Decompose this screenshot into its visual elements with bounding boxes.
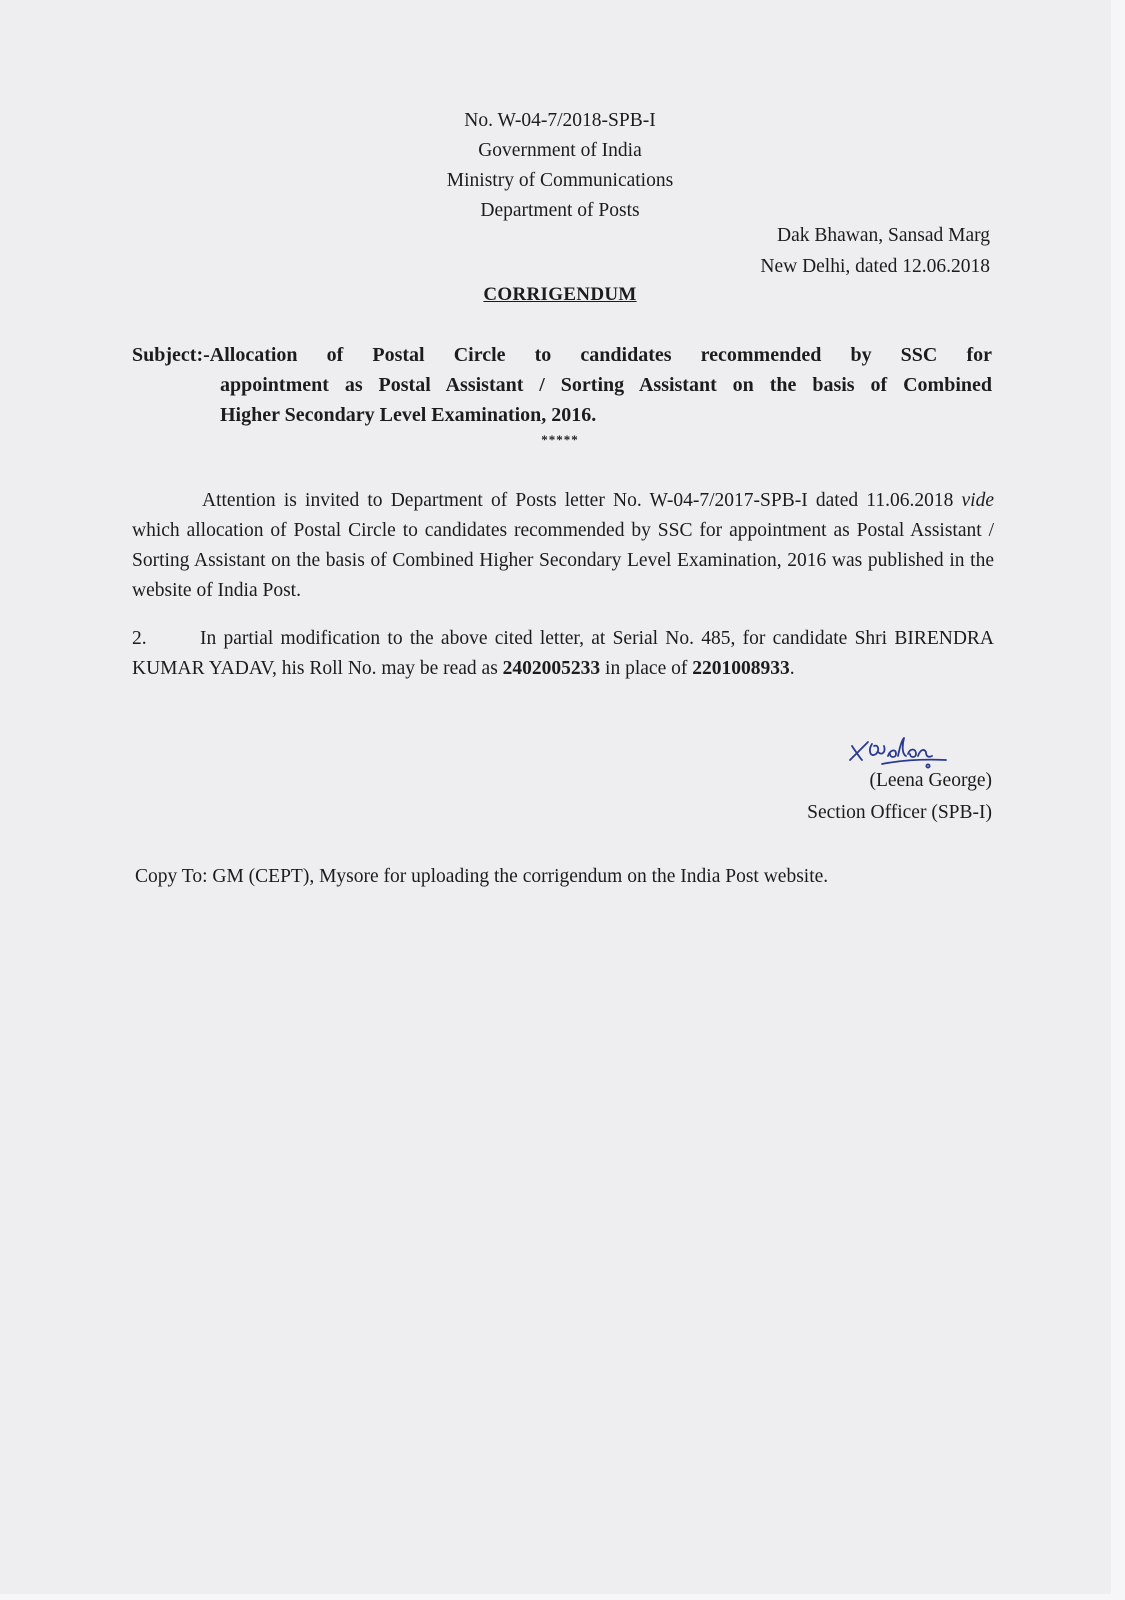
government-line: Government of India [478, 140, 642, 161]
place-and-date [680, 220, 990, 282]
letter-header [380, 106, 740, 226]
copy-to-line: Copy To: GM (CEPT), Mysore for uploading the corrigendum on the India Post website. [135, 866, 829, 887]
address-line: Dak Bhawan, Sansad Marg [776, 225, 990, 246]
page-edge-right [1111, 0, 1125, 1600]
subject-line-3: Higher Secondary Level Examination, 2016. [220, 404, 597, 426]
para1-text-end: which allocation of Postal Circle to candidates recommended by SSC for appointment as Postal Assistant / Sorting Assistant on the basis of Combined Higher Secondary Level Examination, 2016 was published in the website of India Post. [132, 520, 994, 601]
para2-text-start: In partial modification to the above cited letter, at Serial No. 485, for candidate Shri BIRENDRA KUMAR YADAV, his Roll No. may be read as [132, 628, 994, 679]
para2-text-mid: in place of [605, 658, 688, 679]
document-title: CORRIGENDUM [483, 284, 637, 305]
para2-end: . [789, 658, 795, 679]
date-line: New Delhi, dated 12.06.2018 [760, 256, 990, 277]
subject-line-1: Subject:-Allocation of Postal Circle to candidates recommended by SSC for [132, 344, 992, 366]
separator-stars: ***** [541, 432, 579, 447]
signer-name: (Leena George) [869, 770, 992, 791]
paragraph-1 [132, 486, 994, 606]
subject-line-2: appointment as Postal Assistant / Sorting Assistant on the basis of Combined [220, 374, 992, 396]
correct-roll-number: 2402005233 [502, 658, 601, 679]
para1-text-start: Attention is invited to Department of Posts letter No. W-04-7/2017-SPB-I dated 11.06.2018 [202, 490, 954, 511]
para2-number: 2. [132, 628, 147, 649]
department-line: Department of Posts [480, 200, 640, 221]
page-edge-bottom [0, 1594, 1125, 1600]
ministry-line: Ministry of Communications [446, 170, 674, 191]
paragraph-2 [132, 624, 994, 684]
wrong-roll-number: 2201008933 [692, 658, 790, 679]
signer-designation: Section Officer (SPB-I) [807, 802, 992, 823]
file-number: No. W-04-7/2018-SPB-I [464, 110, 656, 131]
para1-vide: vide [961, 490, 995, 511]
subject-block [132, 340, 992, 430]
